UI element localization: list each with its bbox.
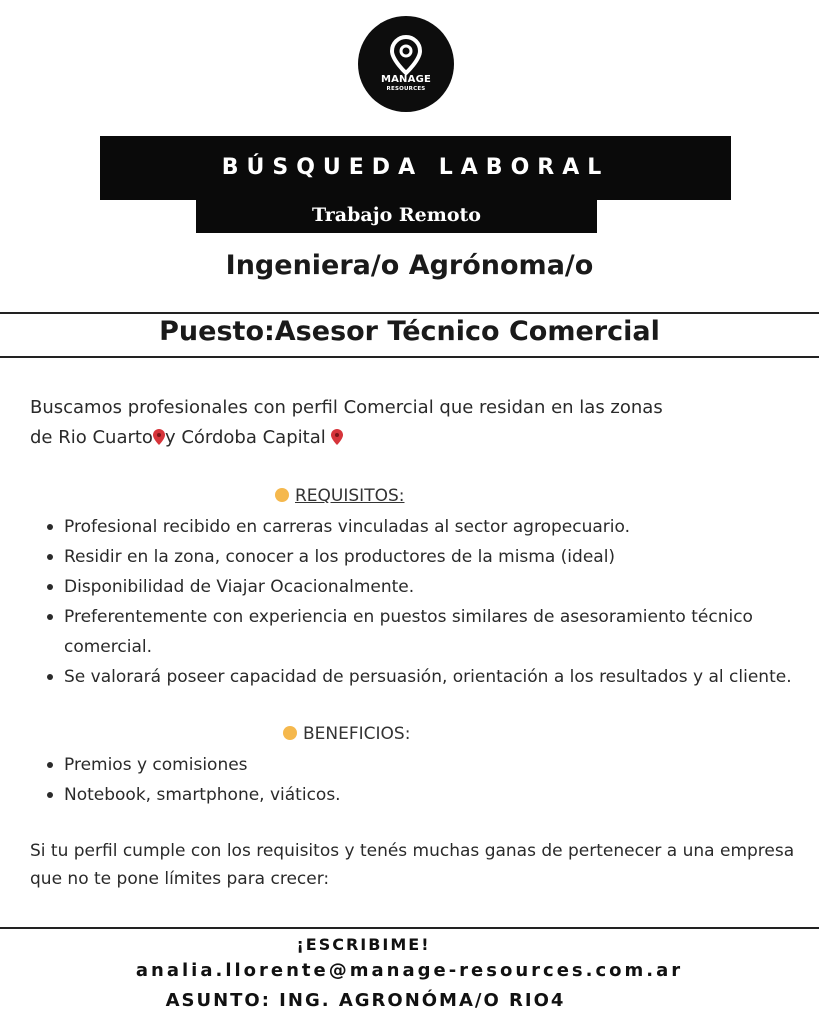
requirements-heading-text: REQUISITOS: [295,486,405,506]
intro-paragraph [30,393,800,453]
list-item: Premios y comisiones [64,750,819,780]
list-item: Notebook, smartphone, viáticos. [64,780,819,810]
list-item: Disponibilidad de Viajar Ocacionalmente. [64,572,819,602]
logo-line-2: RESOURCES [386,86,426,92]
divider-bottom [0,356,819,358]
remote-work-banner: Trabajo Remoto [196,199,597,233]
requirements-heading [275,486,404,506]
map-pin-icon [153,429,165,445]
logo-line-1: MANAGE [380,74,432,85]
intro-line-2a: de Rio Cuarto [30,427,153,448]
divider-footer [0,927,819,929]
contact-email[interactable]: analia.llorente@manage-resources.com.ar [135,960,684,981]
orange-dot-icon [275,488,289,502]
list-item: Profesional recibido en carreras vinculadas al sector agropecuario. [64,512,819,542]
orange-dot-icon [283,726,297,740]
list-item: Preferentemente con experiencia en puestos similares de asesoramiento técnico comercial. [64,602,819,662]
benefits-heading-text: BENEFICIOS: [303,724,411,744]
list-item: Residir en la zona, conocer a los productores de la misma (ideal) [64,542,819,572]
intro-line-2b: y Córdoba Capital [164,427,326,448]
role-title: Ingeniera/o Agrónoma/o [225,250,594,281]
benefits-heading [283,724,410,744]
position-title: Puesto:Asesor Técnico Comercial [159,316,660,347]
call-to-action: ¡ESCRIBIME! [296,935,431,954]
requirements-list [42,512,819,692]
benefits-list [42,750,819,810]
intro-line-1: Buscamos profesionales con perfil Comercial que residan en las zonas [30,397,663,418]
location-pin-icon [358,16,454,112]
company-logo [358,16,454,112]
divider-top [0,312,819,314]
list-item: Se valorará poseer capacidad de persuasión, orientación a los resultados y al cliente. [64,662,819,692]
closing-paragraph: Si tu perfil cumple con los requisitos y tenés muchas ganas de pertenecer a una empresa que no te pone límites para crecer: [30,841,795,889]
job-search-banner: BÚSQUEDA LABORAL [100,136,731,200]
email-subject: ASUNTO: ING. AGRONÓMA/O RIO4 [165,990,566,1011]
map-pin-icon [331,429,343,445]
